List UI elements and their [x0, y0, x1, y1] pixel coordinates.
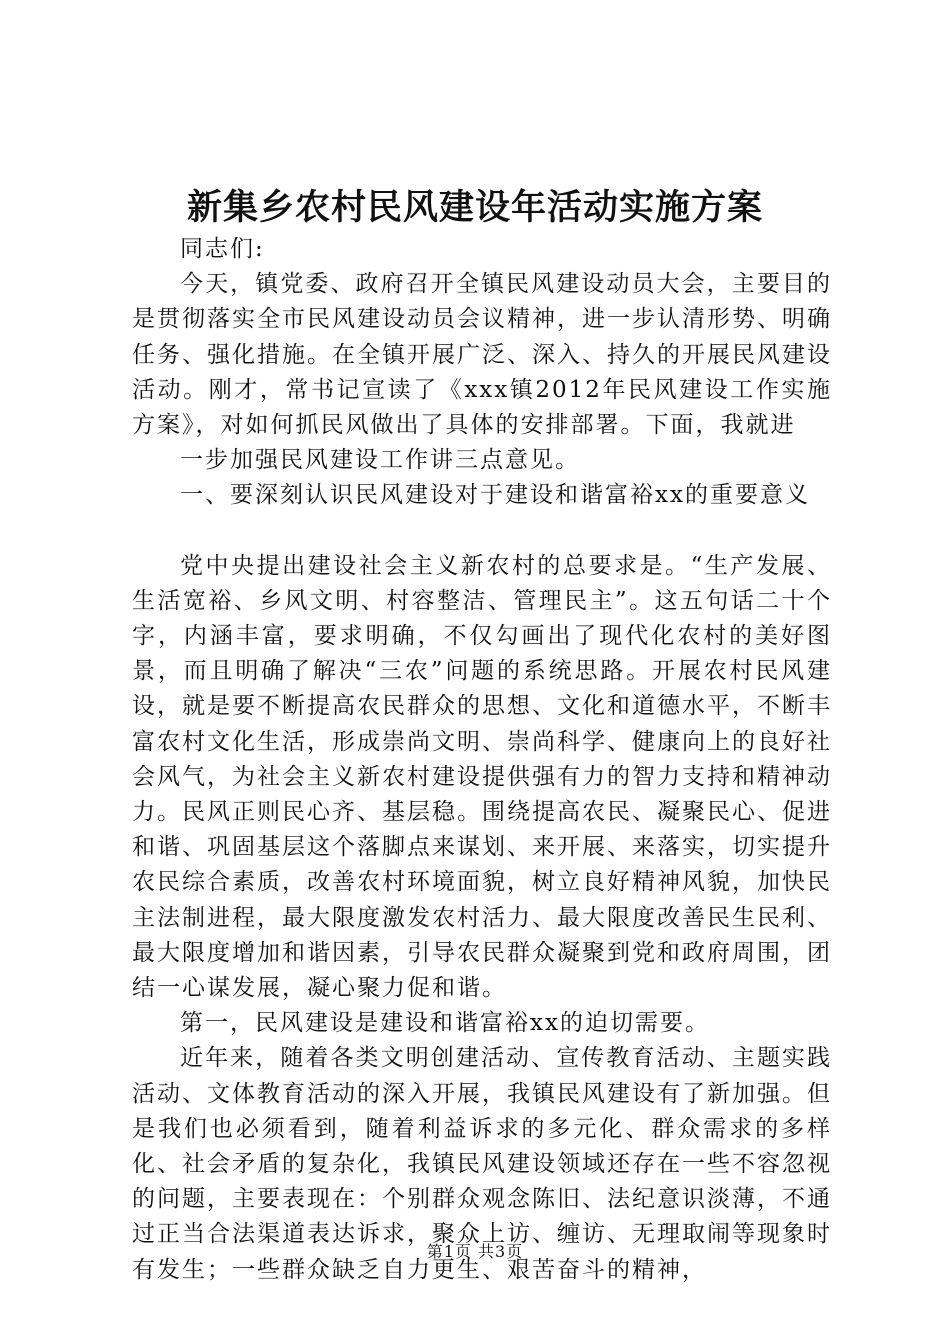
intro-continuation-paragraph: 一步加强民风建设工作讲三点意见。: [180, 447, 580, 474]
document-title: 新集乡农村民风建设年活动实施方案: [186, 187, 763, 228]
page-footer: 第1页 共3页: [426, 1242, 524, 1261]
document-body: [132, 232, 832, 1288]
section-heading-1: 一、要深刻认识民风建设对于建设和谐富裕xx的重要意义: [180, 482, 810, 509]
intro-paragraph: 今天，镇党委、政府召开全镇民风建设动员大会，主要目的是贯彻落实全市民风建设动员会议精神，进一步认清形势、明确任务、强化措施。在全镇开展广泛、深入、持久的开展民风建设活动。刚才，常书记宣读了《xxx镇2012年民风建设工作实施方案》，对如何抓民风做出了具体的安排部署。下面，我就进: [132, 271, 832, 439]
body-paragraph: 党中央提出建设社会主义新农村的总要求是。“生产发展、生活宽裕、乡风文明、村容整洁、管理民主”。这五句话二十个字，内涵丰富，要求明确，不仅勾画出了现代化农村的美好图景，而且明确了解决“三农”问题的系统思路。开展农村民风建设，就是要不断提高农民群众的思想、文化和道德水平，不断丰富农村文化生活，形成崇尚文明、崇尚科学、健康向上的良好社会风气，为社会主义新农村建设提供强有力的智力支持和精神动力。民风正则民心齐、基层稳。围绕提高农民、凝聚民心、促进和谐、巩固基层这个落脚点来谋划、来开展、来落实，切实提升农民综合素质，改善农村环境面貌，树立良好精神风貌，加快民主法制进程，最大限度激发农村活力、最大限度改善民生民利、最大限度增加和谐因素，引导农民群众凝聚到党和政府周围，团结一心谋发展，凝心聚力促和谐。: [132, 552, 832, 1002]
subsection-heading-1: 第一，民风建设是建设和谐富裕xx的迫切需要。: [180, 1010, 710, 1037]
body-paragraph: 近年来，随着各类文明创建活动、宣传教育活动、主题实践活动、文体教育活动的深入开展，我镇民风建设有了新加强。但是我们也必须看到，随着利益诉求的多元化、群众需求的多样化、社会矛盾的复杂化，我镇民风建设领域还存在一些不容忽视的问题，主要表现在：个别群众观念陈旧、法纪意识淡薄，不通过正当合法渠道表达诉求，聚众上访、缠访、无理取闹等现象时有发生；一些群众缺乏自力更生、艰苦奋斗的精神，: [132, 1045, 832, 1283]
salutation-paragraph: 同志们:: [180, 236, 265, 262]
